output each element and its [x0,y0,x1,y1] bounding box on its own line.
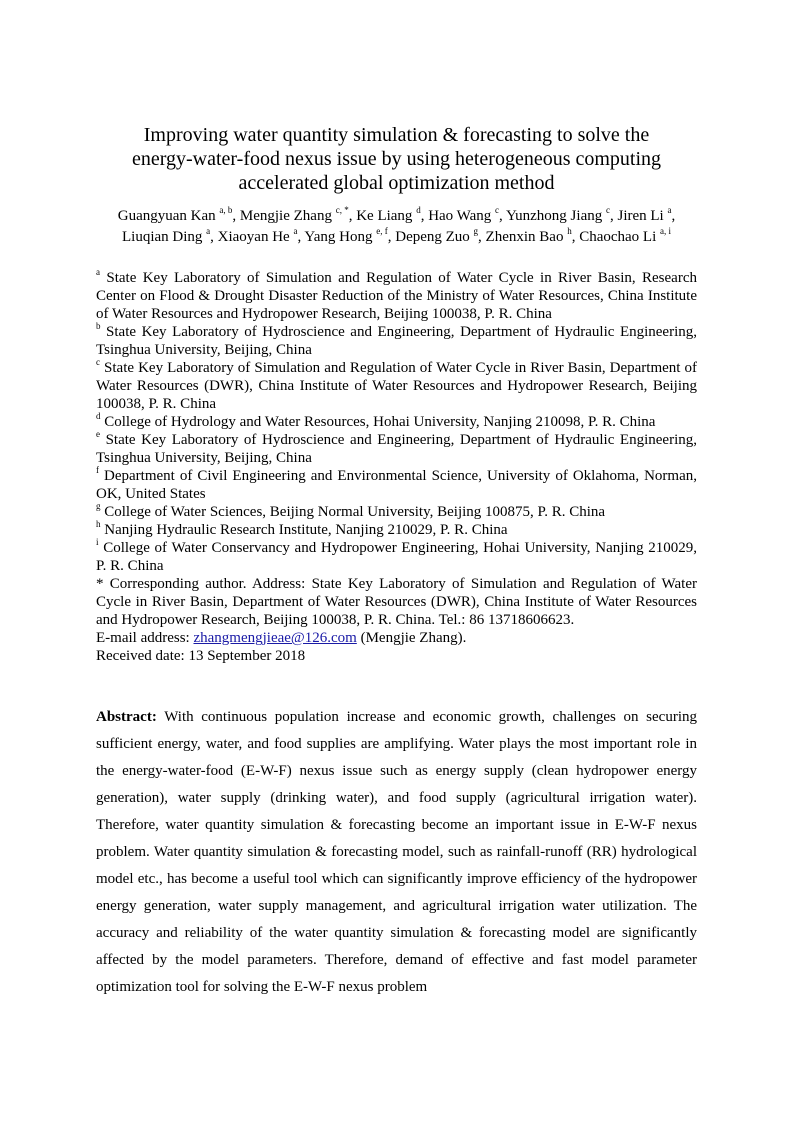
author-name: Hao Wang [428,208,492,224]
author-name: Guangyuan Kan [117,208,216,224]
affiliation-text: College of Water Conservancy and Hydropower Engineering, Hohai University, Nanjing 210029, P. R. China [96,540,697,574]
author [617,205,672,224]
abstract-text: With continuous population increase and economic growth, challenges on securing sufficient energy, water, and food supplies are amplifying. Water plays the most important role in the energy-water-food (E-W-F) nexus issue such as energy supply (clean hydropower energy generation), water supply (drinking water), and food supply (agricultural irrigation water). Therefore, water quantity simulation & forecasting become an important issue in E-W-F nexus problem. Water quantity simulation & forecasting model, such as rainfall-runoff (RR) hydrological model etc., has become a useful tool which can significantly improve efficiency of the hydropower energy generation, water supply management, and agricultural irrigation water utilization. The accuracy and reliability of the water quantity simulation & forecasting model are significantly affected by the model parameters. Therefore, demand of effective and fast model parameter optimization tool for solving the E-W-F nexus problem [96,709,697,995]
author-affiliation-marker: a [667,205,672,215]
author [117,205,233,224]
author-name: Yang Hong [304,229,373,245]
author [356,205,421,224]
author-name: Chaochao Li [579,229,657,245]
author-affiliation-marker: d [416,205,421,215]
abstract [96,704,697,1001]
author-list: Guangyuan Kan $^{a, b}$, Mengjie Zhang $^{c, *}$, Ke Liang $^d$, Hao Wang $^c$, Yunzhong Jiang $^c$, Jiren Li $^a$, Liuqian Ding $^a$, Xiaoyan He $^a$, Yang Hong $^{e, f}$, Depeng Zuo $^g$, Zhenxin Bao $^h$, Chaochao Li $^{a, i}$ [117,205,676,245]
email-link[interactable]: zhangmengjieae@126.com [193,630,357,646]
author [239,205,349,224]
email-label: E-mail address: [96,630,194,646]
affiliation-item [96,359,697,413]
author-affiliation-marker: c [605,205,610,215]
author-name: Liuqian Ding [121,229,203,245]
author-affiliation-marker: a [293,226,298,236]
title-line: accelerated global optimization method [238,172,555,194]
affiliation-marker: c [96,357,100,367]
affiliation-item [96,539,697,575]
author-name: Ke Liang [356,208,413,224]
paper-title [60,123,733,195]
author-affiliation-marker: a, i [660,226,672,236]
author-affiliation-marker: c [495,205,500,215]
affiliation-marker: g [96,501,101,511]
affiliation-marker: b [96,321,101,331]
author-name: Mengjie Zhang [239,208,332,224]
author-name: Zhenxin Bao [485,229,564,245]
affiliation-item [96,431,697,467]
affiliation-item [96,503,697,521]
affiliation-item [96,467,697,503]
affiliation-marker: a [96,267,100,277]
affiliation-text: State Key Laboratory of Hydroscience and Engineering, Department of Hydraulic Engineering, Tsinghua University, Beijing, China [96,432,697,466]
affiliation-marker: i [96,537,99,547]
author [304,226,388,245]
affiliation-text: State Key Laboratory of Hydroscience and Engineering, Department of Hydraulic Engineering, Tsinghua University, Beijing, China [96,324,698,358]
received-date: Received date: 13 September 2018 [96,648,306,664]
author [395,226,479,245]
author-affiliation-marker: a, b [219,205,233,215]
affiliation-item [96,521,697,539]
email-suffix: (Mengjie Zhang). [356,630,467,646]
affiliation-text: Nanjing Hydraulic Research Institute, Nanjing 210029, P. R. China [104,522,508,538]
author-affiliation-marker: e, f [376,226,388,236]
author [579,226,672,245]
author [121,226,211,245]
affiliation-text: College of Hydrology and Water Resources, Hohai University, Nanjing 210098, P. R. China [104,414,656,430]
affiliation-item [96,269,697,323]
affiliation-list [96,269,697,665]
abstract-label: Abstract: [96,709,157,725]
corresponding-author-note: * Corresponding author. Address: State Key Laboratory of Simulation and Regulation of Water Cycle in River Basin, Department of Water Resources (DWR), China Institute of Water Resources and Hydropower Research, Beijing 100038, P. R. China. Tel.: 86 13718606623. [96,576,697,628]
author-affiliation-marker: a [206,226,211,236]
email-line [96,629,697,647]
affiliation-marker: h [96,519,101,529]
author-affiliation-marker: c, * [335,205,349,215]
affiliation-text: Department of Civil Engineering and Environmental Science, University of Oklahoma, Norman, OK, United States [96,468,698,502]
author-affiliation-marker: h [567,226,572,236]
affiliation-text: College of Water Sciences, Beijing Normal University, Beijing 100875, P. R. China [104,504,606,520]
author-name: Xiaoyan He [217,229,290,245]
author-affiliation-marker: g [473,226,479,236]
title-line: energy-water-food nexus issue by using heterogeneous computing [131,148,662,170]
author-name: Depeng Zuo [395,229,470,245]
author [428,205,500,224]
title-line: Improving water quantity simulation & forecasting to solve the [143,124,650,146]
author [485,226,572,245]
affiliation-marker: f [96,465,99,475]
affiliation-text: State Key Laboratory of Simulation and Regulation of Water Cycle in River Basin, Research Center on Flood & Drought Disaster Reduction of the Ministry of Water Resources, China Institute of Water Resources and Hydropower Research, Beijing 100038, P. R. China [96,270,697,322]
affiliation-item [96,323,697,359]
affiliation-marker: e [96,429,100,439]
affiliation-item [96,413,697,431]
author [505,205,610,224]
author-name: Yunzhong Jiang [505,208,603,224]
affiliation-text: State Key Laboratory of Simulation and Regulation of Water Cycle in River Basin, Department of Water Resources (DWR), China Institute of Water Resources and Hydropower Research, Beijing 100038, P. R. China [96,360,697,412]
affiliation-marker: d [96,411,101,421]
author-name: Jiren Li [617,208,664,224]
author [217,226,298,245]
